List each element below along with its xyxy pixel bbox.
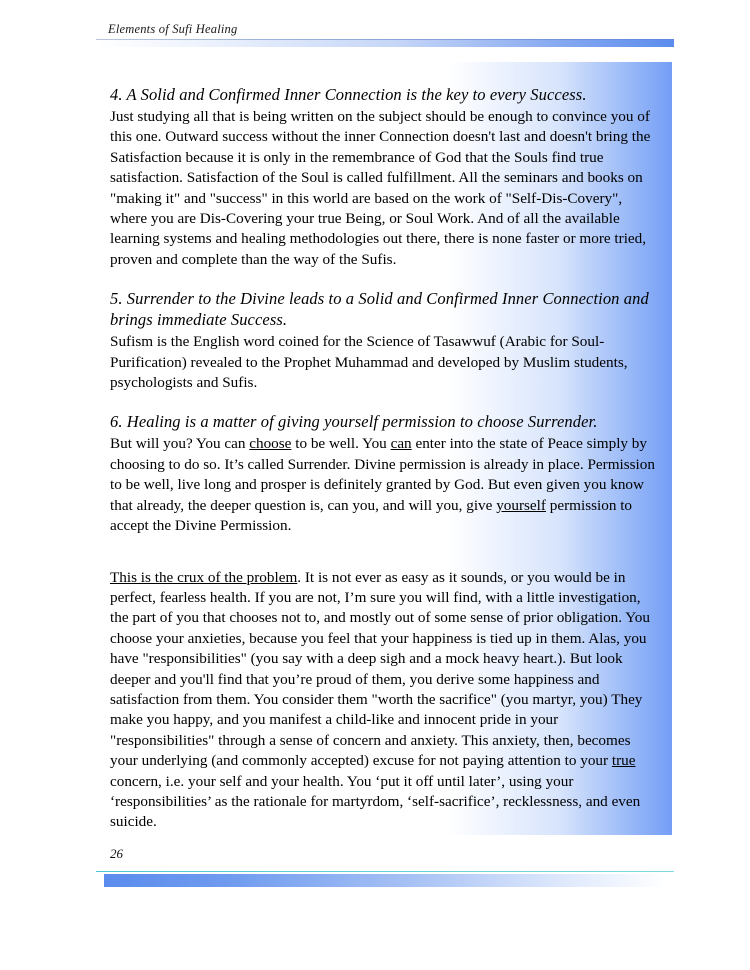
closing-section xyxy=(110,568,662,833)
paragraph-spacer xyxy=(110,555,662,568)
section-6-body-part-1: But will you? You can xyxy=(110,435,250,453)
closing-paragraph xyxy=(110,568,662,833)
closing-paragraph-part-1: . It is not ever as easy as it sounds, or you would be in perfect, fearless health. If you are not, I’m sure you will find, with a little investigation, the part of you that chooses not to, and mostly out of some sense of prior obligation. You choose your anxieties, because you feel that your happiness is tied up in them. Alas, you have "responsibilities" (you say with a deep sigh and a mock heavy heart.). But look deeper and you'll find that you’re proud of them, you derive some happiness and satisfaction from them. You consider them "worth the sacrifice" (you martyr, you) They make you happy, and you manifest a child-like and innocent pride in your "responsibilities" through a sense of concern and anxiety. This anxiety, then, becomes your underlying (and commonly accepted) excuse for not paying attention to your xyxy=(110,568,650,770)
section-5-body: Sufism is the English word coined for the Science of Tasawwuf (Arabic for Soul-Purification) revealed to the Prophet Muhammad and developed by Muslim students, psychologists and Sufis. xyxy=(110,333,628,392)
footer-gradient-bar xyxy=(104,874,668,887)
section-6-body-part-2: to be well. You xyxy=(291,435,391,453)
section-4-body: Just studying all that is being written on the subject should be enough to convince you of this one. Outward success without the inner Connection doesn't last and doesn't bring the Satisfaction because it is only in the remembrance of God that the Souls find true satisfaction. Satisfaction of the Soul is called fulfillment. All the seminars and books on "making it" and "success" in this world are based on the work of "Self-Dis-Covery", where you are Dis-Covering your true Being, or Soul Work. And of all the available learning systems and healing methodologies out there, there is none faster or more tried, proven and complete than the way of the Sufis. xyxy=(110,108,651,268)
emphasis-true: true xyxy=(611,752,636,770)
body-text-column xyxy=(110,84,662,833)
header-title: Elements of Sufi Healing xyxy=(108,22,238,36)
section-6-body-part-4: permission to accept the Divine Permission. xyxy=(110,496,633,535)
emphasis-can: can xyxy=(390,435,412,453)
footer-rule xyxy=(96,871,674,872)
emphasis-yourself: yourself xyxy=(496,496,546,514)
section-4 xyxy=(110,84,662,270)
closing-paragraph-part-2: concern, i.e. your self and your health. You ‘put it off until later’, using your ‘responsibilities’ as the rationale for martyrdom, ‘self-sacrifice’, recklessness, and even suicide. xyxy=(110,772,641,831)
page-header xyxy=(96,22,674,48)
section-6-body xyxy=(110,434,662,536)
section-4-heading: 4. A Solid and Confirmed Inner Connection is the key to every Success. xyxy=(110,85,587,104)
header-gradient-bar xyxy=(96,40,674,47)
section-5 xyxy=(110,288,662,393)
page-number: 26 xyxy=(110,846,123,861)
section-5-heading: 5. Surrender to the Divine leads to a Solid and Confirmed Inner Connection and brings immediate Success. xyxy=(110,289,649,330)
section-6 xyxy=(110,411,662,536)
section-6-body-part-3: enter into the state of Peace simply by choosing to do so. It’s called Surrender. Divine permission is already in place. Permission to be well, live long and prosper is definitely granted by God. But even given you know that already, the deeper question is, can you, and will you, give xyxy=(110,435,655,514)
emphasis-crux-of-the-problem: This is the crux of the problem xyxy=(110,568,298,586)
section-6-heading: 6. Healing is a matter of giving yourself permission to choose Surrender. xyxy=(110,412,598,432)
emphasis-choose: choose xyxy=(249,435,292,453)
